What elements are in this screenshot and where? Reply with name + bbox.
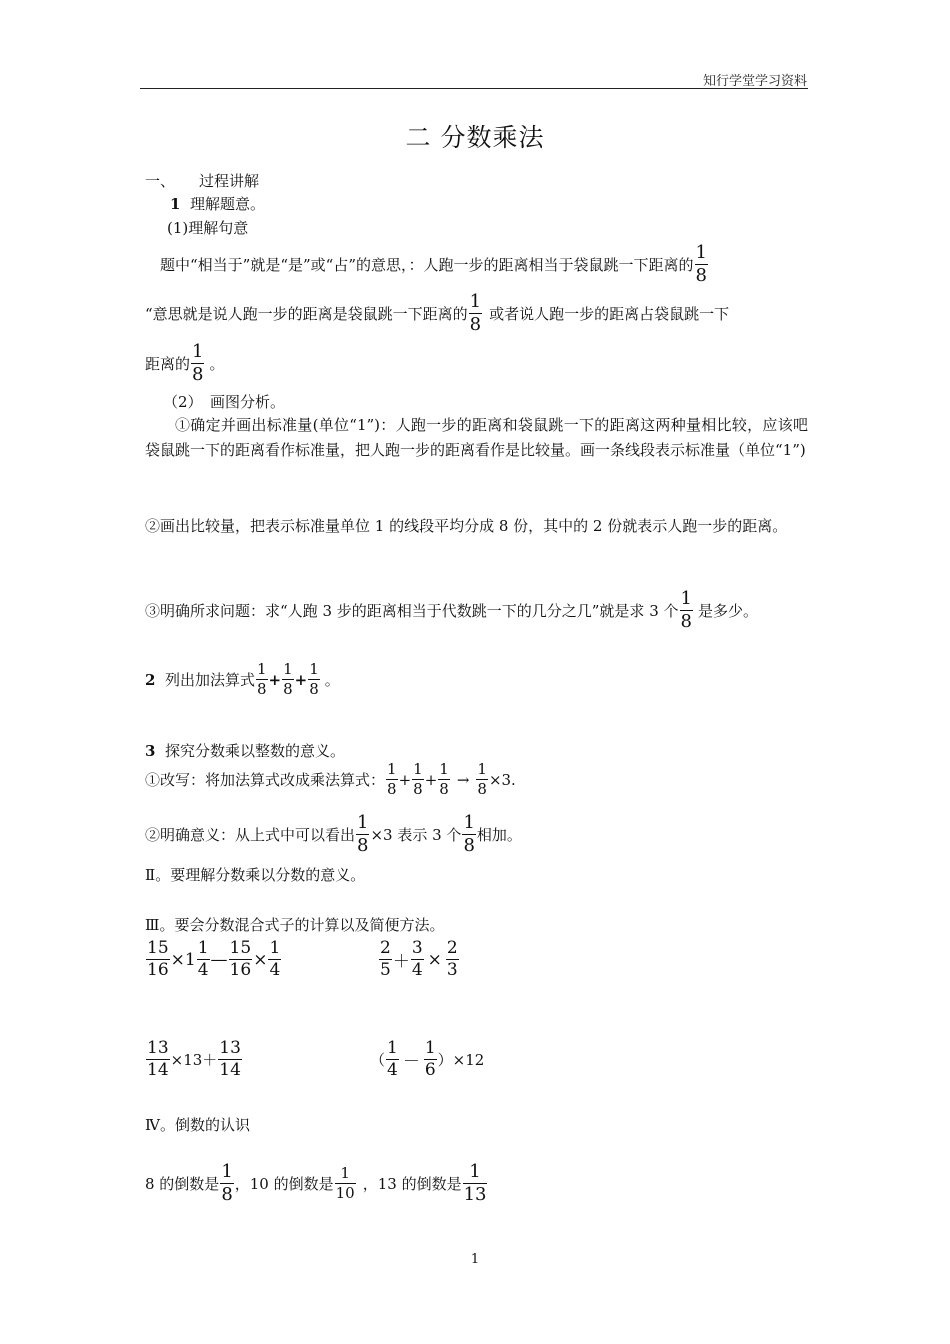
fraction-1-8: $\frac{1}{8}$ xyxy=(257,660,267,698)
paragraph-8 xyxy=(145,814,522,855)
fraction-13-14: $\frac{13}{14}$ xyxy=(219,1038,241,1080)
open-paren: （ xyxy=(370,1051,386,1069)
substep-1-2: （2） 画图分析。 xyxy=(163,393,286,411)
paragraph-text: 。 xyxy=(209,354,225,373)
paragraph-6 xyxy=(145,590,758,631)
fraction-1-8: $\frac{1}{8}$ xyxy=(192,341,204,385)
exercise-2 xyxy=(378,940,460,979)
fraction-1-8: $\frac{1}{8}$ xyxy=(413,760,423,798)
fraction-15-16: $\frac{15}{16}$ xyxy=(229,938,252,980)
paragraph-2 xyxy=(145,293,729,334)
step-number: 2 xyxy=(145,670,156,689)
fraction-2-3: $\frac{2}{3}$ xyxy=(446,938,458,980)
fraction-1-8: $\frac{1}{8}$ xyxy=(469,291,482,335)
paragraph-text: 距离的 xyxy=(145,354,191,373)
fraction-1-10: $\frac{1}{10}$ xyxy=(335,1164,355,1202)
paragraph-text: 或者说人跑一步的距离占袋鼠跳一下 xyxy=(489,304,730,323)
section-label: 过程讲解 xyxy=(199,172,260,190)
fraction-1-4: $\frac{1}{4}$ xyxy=(387,1038,398,1080)
reciprocal-line xyxy=(145,1163,488,1204)
times-sign: × xyxy=(170,949,185,970)
whole-number: 1 xyxy=(184,949,196,970)
paragraph-text: 题中“相当于”就是“是”或“占”的意思，：人跑一步的距离相当于袋鼠跳一下距离的 xyxy=(160,255,694,274)
paragraph-text: ②明确意义：从上式中可以看出 xyxy=(145,825,356,844)
close-paren-times-12: ）×12 xyxy=(437,1051,485,1069)
substep-1-1: (1)理解句意 xyxy=(167,219,249,237)
step-number: 1 xyxy=(170,195,181,213)
step-end: 。 xyxy=(324,670,340,689)
fraction-1-8: $\frac{1}{8}$ xyxy=(463,812,475,856)
step-3 xyxy=(145,740,345,762)
reciprocal-text: ，10 的倒数是 xyxy=(234,1174,334,1193)
fraction-1-8: $\frac{1}{8}$ xyxy=(695,242,707,286)
header-rule xyxy=(140,88,808,89)
roman-2: Ⅱ。要理解分数乘以分数的意义。 xyxy=(145,866,366,884)
exercise-4 xyxy=(370,1040,484,1079)
plus-sign: + xyxy=(424,770,438,789)
times-sign: × xyxy=(253,949,268,970)
fraction-1-4: $\frac{1}{4}$ xyxy=(269,938,281,980)
times-13-plus: ×13＋ xyxy=(170,1051,218,1069)
fraction-1-13: $\frac{1}{13}$ xyxy=(463,1161,487,1205)
fraction-1-8: $\frac{1}{8}$ xyxy=(477,760,487,798)
step-1-heading xyxy=(170,193,265,215)
step-2 xyxy=(145,662,340,697)
paragraph-5: ②画出比较量，把表示标准量单位 1 的线段平均分成 8 份，其中的 2 份就表示人跑一步的距离。 xyxy=(145,517,788,535)
step-text: 列出加法算式 xyxy=(164,670,255,689)
roman-4: Ⅳ。倒数的认识 xyxy=(145,1116,250,1134)
page-title: 二 分数乘法 xyxy=(405,123,545,152)
fraction-1-8: $\frac{1}{8}$ xyxy=(357,812,369,856)
fraction-13-14: $\frac{13}{14}$ xyxy=(147,1038,169,1080)
paragraph-text: ①改写：将加法算式改成乘法算式： xyxy=(145,770,386,789)
paragraph-text: 是多少。 xyxy=(697,601,758,620)
paragraph-3 xyxy=(145,343,224,384)
fraction-1-8: $\frac{1}{8}$ xyxy=(221,1161,233,1205)
page-header: 知行学堂学习资料 xyxy=(702,74,807,89)
fraction-2-5: $\frac{2}{5}$ xyxy=(380,938,391,980)
exercise-1 xyxy=(145,940,282,979)
step-text: 探究分数乘以整数的意义。 xyxy=(164,742,345,760)
page-number: 1 xyxy=(470,1252,480,1267)
fraction-1-6: $\frac{1}{6}$ xyxy=(424,1038,436,1080)
section-number: 一、 xyxy=(145,172,176,190)
fraction-15-16: $\frac{15}{16}$ xyxy=(147,938,169,980)
fraction-1-8: $\frac{1}{8}$ xyxy=(680,588,692,632)
paragraph-text: “意思就是说人跑一步的距离是袋鼠跳一下距离的 xyxy=(145,304,468,323)
paragraph-4: ①确定并画出标准量(单位“1”)：人跑一步的距离和袋鼠跳一下的距离这两种量相比较，应该吧袋鼠跳一下的距离看作标准量，把人跑一步的距离看作是比较量。画一条线段表示标准量（单位“1”) xyxy=(145,416,808,459)
section-heading-1 xyxy=(145,170,259,192)
exercise-3 xyxy=(145,1040,243,1079)
fraction-1-8: $\frac{1}{8}$ xyxy=(309,660,319,698)
minus-sign: － xyxy=(402,1052,420,1072)
reciprocal-text: 8 的倒数是 xyxy=(145,1174,220,1193)
plus-sign: + xyxy=(268,670,282,689)
times-sign: × xyxy=(427,949,442,970)
minus-sign: — xyxy=(210,949,228,970)
plus-sign: + xyxy=(398,770,412,789)
fraction-3-4: $\frac{3}{4}$ xyxy=(411,938,423,980)
fraction-1-4: $\frac{1}{4}$ xyxy=(197,938,209,980)
plus-sign: ＋ xyxy=(392,952,410,972)
paragraph-text: 相加。 xyxy=(476,825,522,844)
fraction-1-8: $\frac{1}{8}$ xyxy=(283,660,293,698)
fraction-1-8: $\frac{1}{8}$ xyxy=(439,760,449,798)
paragraph-1 xyxy=(160,244,709,285)
fraction-1-8: $\frac{1}{8}$ xyxy=(387,760,397,798)
paragraph-7 xyxy=(145,762,516,797)
paragraph-text: ×3 表示 3 个 xyxy=(370,825,462,844)
reciprocal-text: ，13 的倒数是 xyxy=(362,1174,462,1193)
step-number: 3 xyxy=(145,742,156,760)
times-3: ×3. xyxy=(488,770,516,789)
step-text: 理解题意。 xyxy=(189,195,265,213)
arrow-icon: → xyxy=(456,770,470,789)
paragraph-text: ③明确所求问题：求“人跑 3 步的距离相当于代数跳一下的几分之几”就是求 3 个 xyxy=(145,601,679,620)
roman-3: Ⅲ。要会分数混合式子的计算以及简便方法。 xyxy=(145,916,445,934)
plus-sign: + xyxy=(294,670,308,689)
